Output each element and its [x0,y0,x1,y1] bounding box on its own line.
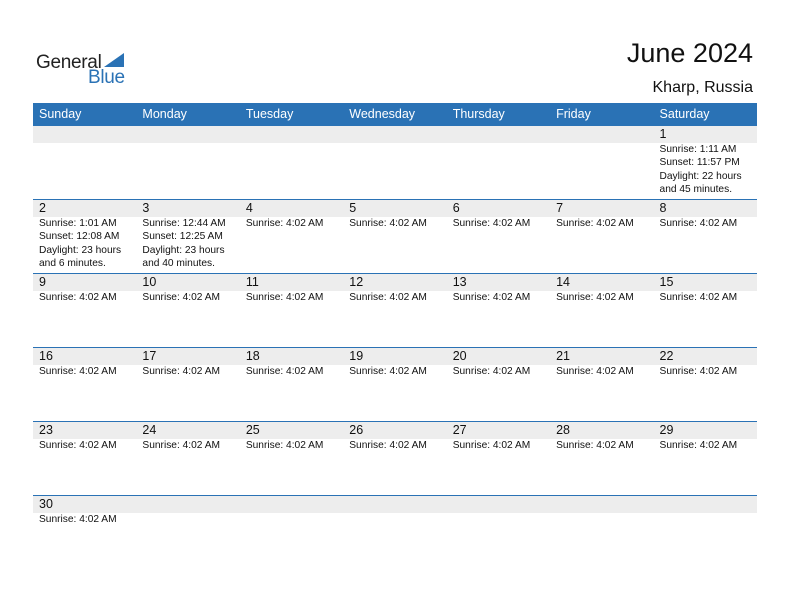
logo-triangle-icon [104,53,124,67]
day-info-line: Sunrise: 4:02 AM [245,366,324,377]
day-cell-26 [343,422,446,495]
day-info-line: Sunrise: 4:02 AM [39,514,117,525]
day-number: 8 [659,201,667,215]
day-cell-10 [136,274,239,347]
day-cell-12 [343,274,446,347]
day-number: 21 [556,349,571,363]
empty-day-cell [654,496,757,536]
day-cell-13 [447,274,550,347]
week-row [33,495,757,536]
weekday-friday: Friday [556,107,591,121]
day-info-line: Sunrise: 4:02 AM [659,218,738,229]
day-info-line: Sunrise: 4:02 AM [659,366,738,377]
day-number: 20 [452,349,467,363]
day-cell-18 [240,348,343,421]
day-info-line: Sunrise: 4:02 AM [659,292,738,303]
day-info-line: Sunrise: 4:02 AM [659,440,738,451]
day-number: 12 [349,275,364,289]
day-info-line: Daylight: 23 hours [142,244,225,256]
day-info-line: Sunset: 12:08 AM [39,231,120,243]
week-row [33,126,757,199]
day-number: 24 [142,423,157,437]
day-number: 29 [659,423,674,437]
empty-day-cell [136,126,239,199]
day-cell-11 [240,274,343,347]
day-cell-28 [550,422,653,495]
day-number: 16 [39,349,53,363]
day-number: 14 [556,275,571,289]
day-cell-1 [654,126,757,199]
week-row [33,347,757,421]
day-number: 30 [39,497,53,511]
day-number: 22 [659,349,674,363]
day-cell-5 [343,200,446,273]
day-cell-2 [33,200,136,273]
day-number: 25 [245,423,260,437]
day-info-line: and 6 minutes. [39,257,106,269]
day-cell-17 [136,348,239,421]
empty-day-cell [33,126,136,199]
day-cell-24 [136,422,239,495]
day-cell-14 [550,274,653,347]
weekday-tuesday: Tuesday [245,107,294,121]
logo-text-blue: Blue [88,67,125,88]
day-info-line: Sunset: 12:25 AM [142,231,223,243]
day-number: 26 [349,423,364,437]
day-info-line: Sunrise: 4:02 AM [142,366,221,377]
empty-day-cell [240,126,343,199]
day-info-line: Sunrise: 4:02 AM [556,440,634,451]
day-number: 15 [659,275,674,289]
day-cell-21 [550,348,653,421]
day-number: 18 [245,349,260,363]
day-number: 13 [452,275,467,289]
empty-day-cell [447,126,550,199]
day-cell-25 [240,422,343,495]
day-number: 23 [39,423,53,437]
weekday-saturday: Saturday [659,107,710,121]
calendar-weeks [33,126,757,536]
day-info-line: Sunrise: 4:02 AM [39,292,117,303]
day-number: 11 [245,275,259,289]
day-info-line: Sunrise: 4:02 AM [142,440,221,451]
day-info-line: Sunrise: 4:02 AM [245,292,324,303]
day-cell-16 [33,348,136,421]
day-cell-20 [447,348,550,421]
day-cell-4 [240,200,343,273]
day-cell-8 [654,200,757,273]
day-cell-23 [33,422,136,495]
day-number: 27 [452,423,467,437]
day-info-line: Sunrise: 4:02 AM [39,366,117,377]
empty-day-cell [240,496,343,536]
day-number: 1 [659,127,667,141]
day-info-line: Sunrise: 4:02 AM [349,440,427,451]
week-row [33,421,757,495]
day-cell-15 [654,274,757,347]
week-row [33,273,757,347]
day-info-line: Sunrise: 4:02 AM [245,218,324,229]
day-info-line: Sunrise: 4:02 AM [452,440,531,451]
day-number: 6 [452,201,460,215]
day-cell-3 [136,200,239,273]
day-info-line: Sunset: 11:57 PM [659,157,740,169]
day-info-line: Sunrise: 1:01 AM [39,218,117,229]
location-label: Kharp, Russia [652,79,753,96]
weekday-sunday: Sunday [39,107,82,121]
day-number: 7 [556,201,564,215]
day-cell-30 [33,496,136,536]
day-number: 9 [39,275,46,289]
day-info-line: Sunrise: 4:02 AM [245,440,324,451]
day-cell-6 [447,200,550,273]
weekday-monday: Monday [142,107,187,121]
day-info-line: Sunrise: 4:02 AM [349,218,427,229]
logo-text-general: General [36,52,102,73]
empty-day-cell [447,496,550,536]
day-info-line: Sunrise: 4:02 AM [39,440,117,451]
day-info-line: Sunrise: 4:02 AM [452,292,531,303]
day-number: 2 [39,201,46,215]
day-number: 19 [349,349,364,363]
day-number: 5 [349,201,357,215]
week-row [33,199,757,273]
day-cell-19 [343,348,446,421]
day-cell-27 [447,422,550,495]
day-info-line: Daylight: 22 hours [659,170,742,182]
day-cell-7 [550,200,653,273]
brand-logo [36,50,136,90]
page-title: June 2024 [626,38,753,68]
calendar-grid [33,103,757,536]
empty-day-cell [550,496,653,536]
day-info-line: Sunrise: 4:02 AM [452,218,531,229]
empty-day-cell [343,496,446,536]
day-number: 28 [556,423,571,437]
day-info-line: Sunrise: 1:11 AM [659,144,737,155]
day-info-line: and 45 minutes. [659,183,733,195]
day-info-line: Sunrise: 4:02 AM [556,218,634,229]
weekday-header [33,103,757,126]
day-info-line: Daylight: 23 hours [39,244,122,256]
empty-day-cell [550,126,653,199]
day-info-line: Sunrise: 4:02 AM [349,366,427,377]
day-number: 3 [142,201,150,215]
day-info-line: Sunrise: 12:44 AM [142,218,226,229]
empty-day-cell [136,496,239,536]
weekday-wednesday: Wednesday [349,107,416,121]
day-cell-22 [654,348,757,421]
day-cell-29 [654,422,757,495]
day-number: 10 [142,275,157,289]
day-info-line: Sunrise: 4:02 AM [556,292,634,303]
day-info-line: and 40 minutes. [142,257,215,269]
weekday-thursday: Thursday [452,107,505,121]
day-info-line: Sunrise: 4:02 AM [556,366,634,377]
day-number: 4 [245,201,253,215]
day-number: 17 [142,349,157,363]
day-info-line: Sunrise: 4:02 AM [452,366,531,377]
day-info-line: Sunrise: 4:02 AM [142,292,221,303]
day-info-line: Sunrise: 4:02 AM [349,292,427,303]
empty-day-cell [343,126,446,199]
day-cell-9 [33,274,136,347]
